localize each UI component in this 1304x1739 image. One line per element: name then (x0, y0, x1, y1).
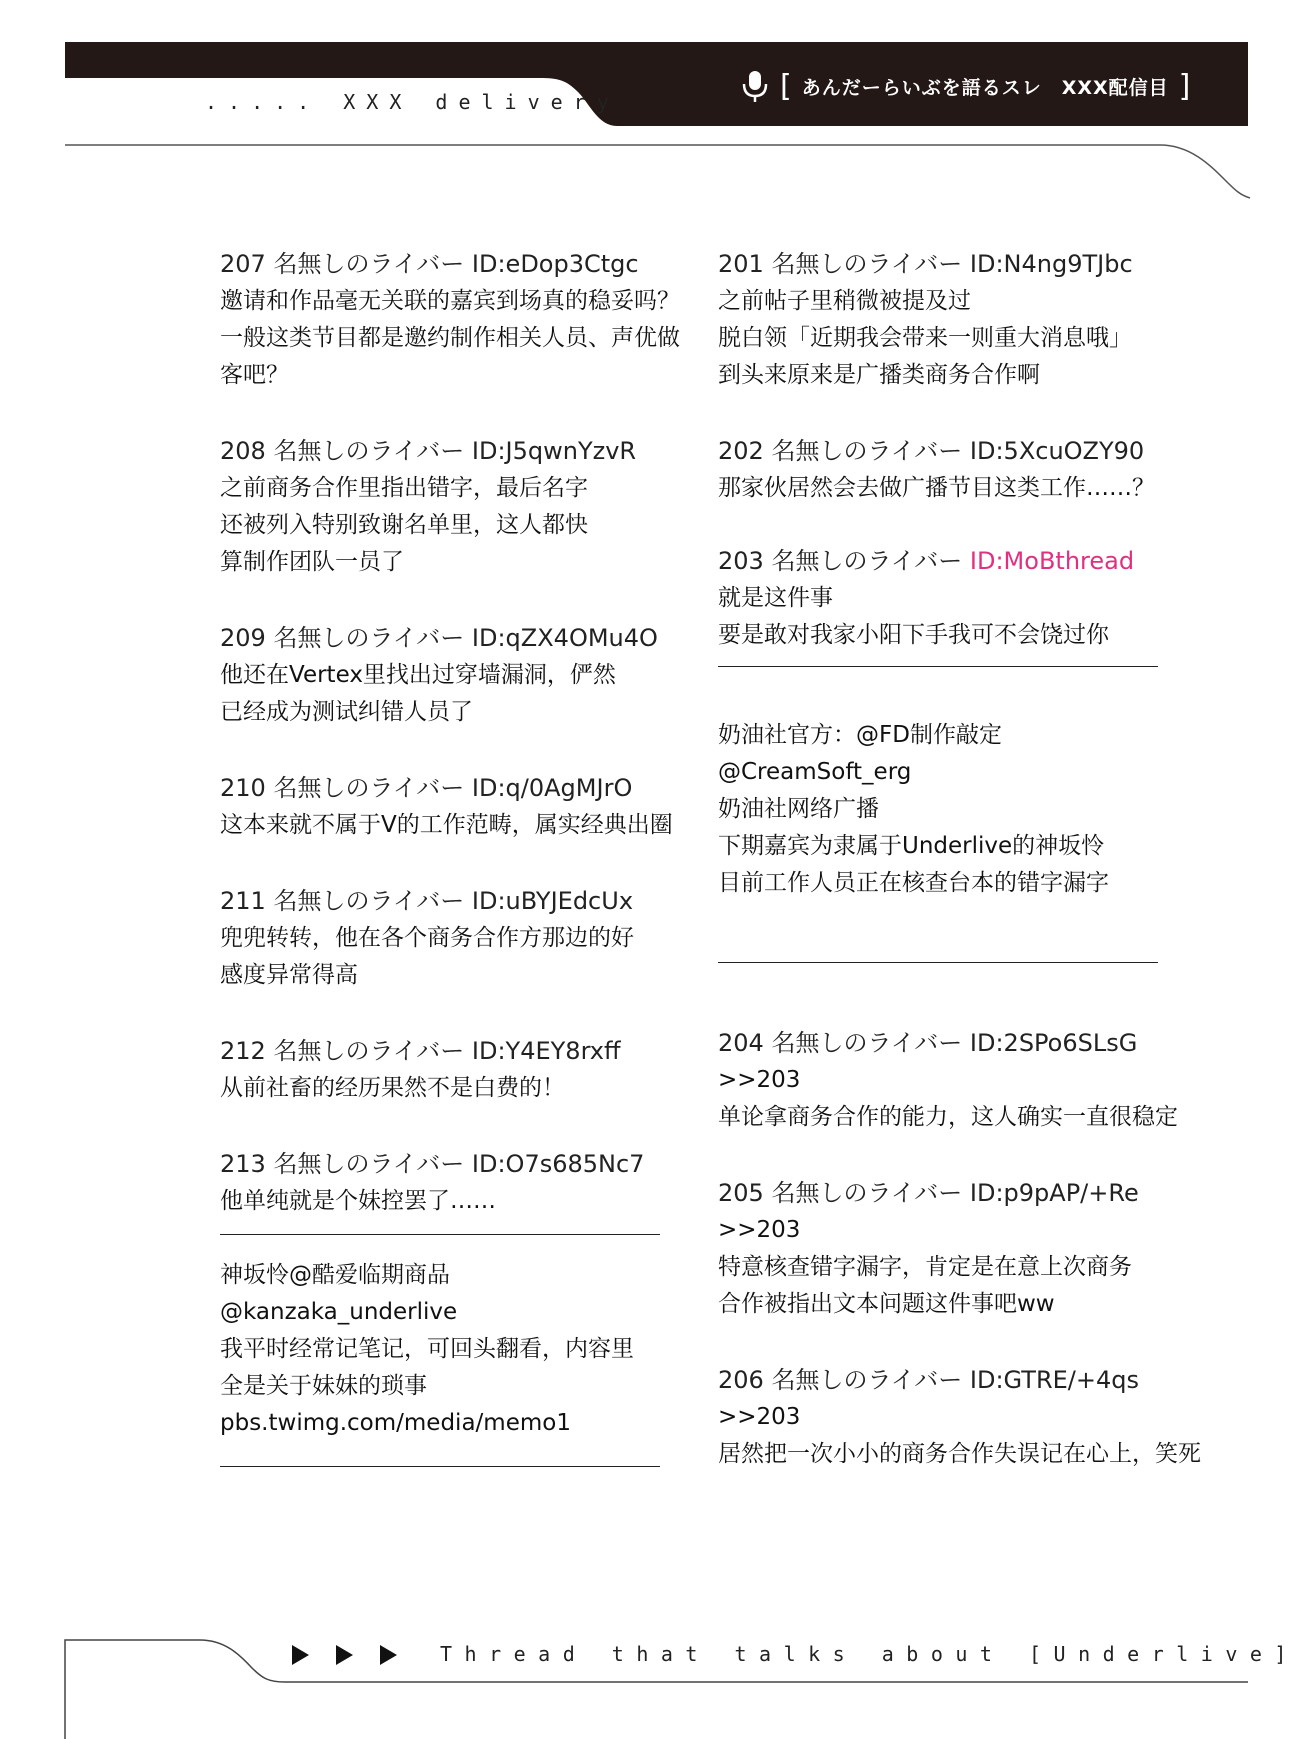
post-201 (718, 246, 1248, 394)
poster-name: 名無しのライバー (273, 774, 465, 802)
post-header (718, 246, 1248, 283)
post-204 (718, 1025, 1248, 1136)
post-line: 这本来就不属于V的工作范畴，属实经典出圈 (220, 812, 673, 838)
post-number: 206 (718, 1366, 764, 1394)
poster-id: ID:qZX4OMu4O (471, 624, 658, 652)
poster-name: 名無しのライバー (771, 1179, 963, 1207)
footer-thread-label: Thread that talks about [Underlive] (440, 1642, 1299, 1666)
play-arrow-icon (290, 1644, 310, 1666)
post-line: 就是这件事 (718, 585, 833, 611)
post-205 (718, 1175, 1248, 1323)
post-number: 211 (220, 887, 266, 915)
post-number: 203 (718, 547, 764, 575)
poster-name: 名無しのライバー (771, 547, 963, 575)
header-band (0, 0, 1304, 220)
post-header (220, 770, 715, 807)
post-header (718, 1025, 1248, 1062)
post-line: 兜兜转转，他在各个商务合作方那边的好 (220, 925, 634, 951)
post-line: 一般这类节目都是邀约制作相关人员、声优做 (220, 325, 680, 351)
poster-name: 名無しのライバー (273, 1037, 465, 1065)
play-arrow-icon (334, 1644, 354, 1666)
embedded-tweet (220, 1257, 715, 1442)
poster-id: ID:5XcuOZY90 (969, 437, 1145, 465)
post-header (220, 1146, 715, 1183)
post-line: 算制作团队一员了 (220, 549, 404, 575)
reply-anchor[interactable]: >>203 (718, 1067, 801, 1093)
post-number: 201 (718, 250, 764, 278)
header-title-group (740, 64, 1190, 108)
poster-name: 名無しのライバー (273, 887, 465, 915)
poster-id: ID:J5qwnYzvR (471, 437, 637, 465)
post-header (718, 543, 1248, 580)
post-207 (220, 246, 715, 394)
post-header (718, 433, 1248, 470)
header-bracket-close: ] (1178, 68, 1191, 104)
post-210 (220, 770, 715, 844)
divider (718, 962, 1158, 963)
poster-name: 名無しのライバー (771, 1366, 963, 1394)
microphone-icon (740, 69, 770, 103)
poster-name: 名無しのライバー (273, 624, 465, 652)
divider (220, 1466, 660, 1467)
poster-name: 名無しのライバー (771, 1029, 963, 1057)
post-number: 205 (718, 1179, 764, 1207)
post-line: 还被列入特别致谢名单里，这人都快 (220, 512, 588, 538)
post-line: 合作被指出文本问题这件事吧ww (718, 1291, 1055, 1317)
post-line: 从前社畜的经历果然不是白费的！ (220, 1075, 565, 1101)
post-line: 之前商务合作里指出错字，最后名字 (220, 475, 588, 501)
post-line: 客吧？ (220, 362, 289, 388)
poster-id: ID:q/0AgMJrO (471, 774, 633, 802)
divider (220, 1234, 660, 1235)
post-line: 到头来原来是广播类商务合作啊 (718, 362, 1040, 388)
poster-id: ID:GTRE/+4qs (969, 1366, 1139, 1394)
post-206 (718, 1362, 1248, 1473)
poster-id-highlight: ID:MoBthread (969, 547, 1135, 575)
post-number: 213 (220, 1150, 266, 1178)
post-line: 脱白领「近期我会带来一则重大消息哦」 (718, 325, 1132, 351)
poster-id: ID:p9pAP/+Re (969, 1179, 1139, 1207)
post-number: 202 (718, 437, 764, 465)
tweet-text: 下期嘉宾为隶属于Underlive的神坂怜 (718, 833, 1105, 859)
poster-name: 名無しのライバー (273, 437, 465, 465)
footer-rule (0, 1620, 1304, 1739)
post-number: 212 (220, 1037, 266, 1065)
tweet-media-link[interactable]: pbs.twimg.com/media/memo1 (220, 1410, 571, 1436)
post-line: 他还在Vertex里找出过穿墙漏洞，俨然 (220, 662, 616, 688)
embedded-tweet (718, 717, 1248, 902)
post-header (718, 1362, 1248, 1399)
right-column (718, 246, 1248, 1512)
header-bracket-open: [ (780, 68, 792, 104)
post-number: 209 (220, 624, 266, 652)
post-number: 204 (718, 1029, 764, 1057)
footer-arrows (290, 1644, 422, 1666)
divider (718, 666, 1158, 667)
tweet-text: 目前工作人员正在核查台本的错字漏字 (718, 870, 1109, 896)
post-header (220, 620, 715, 657)
tweet-text: 奶油社网络广播 (718, 796, 879, 822)
poster-name: 名無しのライバー (273, 1150, 465, 1178)
poster-id: ID:2SPo6SLsG (969, 1029, 1138, 1057)
post-203 (718, 543, 1248, 654)
post-line: 要是敢对我家小阳下手我可不会饶过你 (718, 622, 1109, 648)
poster-name: 名無しのライバー (273, 250, 465, 278)
post-208 (220, 433, 715, 581)
post-header (220, 433, 715, 470)
tweet-handle[interactable]: @CreamSoft_erg (718, 759, 912, 785)
post-line: 居然把一次小小的商务合作失误记在心上，笑死 (718, 1441, 1201, 1467)
post-line: 邀请和作品毫无关联的嘉宾到场真的稳妥吗？ (220, 288, 680, 314)
poster-id: ID:eDop3Ctgc (471, 250, 639, 278)
post-line: 特意核查错字漏字，肯定是在意上次商务 (718, 1254, 1132, 1280)
poster-id: ID:O7s685Nc7 (471, 1150, 645, 1178)
reply-anchor[interactable]: >>203 (718, 1404, 801, 1430)
tweet-author: 神坂怜@酷爱临期商品 (220, 1262, 450, 1288)
post-line: 那家伙居然会去做广播节目这类工作……？ (718, 475, 1155, 501)
post-line: 已经成为测试纠错人员了 (220, 699, 473, 725)
post-header (220, 246, 715, 283)
post-211 (220, 883, 715, 994)
post-213 (220, 1146, 715, 1220)
tweet-text: 我平时经常记笔记，可回头翻看，内容里 (220, 1336, 634, 1362)
poster-name: 名無しのライバー (771, 250, 963, 278)
left-column (220, 246, 715, 1467)
header-title: あんだーらいぶを語るスレ XXX配信目 (801, 76, 1169, 99)
poster-id: ID:N4ng9TJbc (969, 250, 1133, 278)
tweet-author: 奶油社官方：@FD制作敲定 (718, 722, 1002, 748)
poster-id: ID:Y4EY8rxff (471, 1037, 621, 1065)
post-line: 单论拿商务合作的能力，这人确实一直很稳定 (718, 1104, 1178, 1130)
post-number: 210 (220, 774, 266, 802)
poster-name: 名無しのライバー (771, 437, 963, 465)
tweet-handle[interactable]: @kanzaka_underlive (220, 1299, 458, 1325)
post-header (220, 1033, 715, 1070)
post-212 (220, 1033, 715, 1107)
poster-id: ID:uBYJEdcUx (471, 887, 634, 915)
play-arrow-icon (378, 1644, 398, 1666)
post-header (220, 883, 715, 920)
post-line: 之前帖子里稍微被提及过 (718, 288, 971, 314)
post-line: 他单纯就是个妹控罢了…… (220, 1188, 496, 1214)
tweet-text: 全是关于妹妹的琐事 (220, 1373, 427, 1399)
reply-anchor[interactable]: >>203 (718, 1217, 801, 1243)
post-number: 207 (220, 250, 266, 278)
header-delivery-label: ..... XXX delivery (205, 90, 620, 114)
post-209 (220, 620, 715, 731)
post-202 (718, 433, 1248, 507)
post-number: 208 (220, 437, 266, 465)
post-header (718, 1175, 1248, 1212)
post-line: 感度异常得高 (220, 962, 358, 988)
